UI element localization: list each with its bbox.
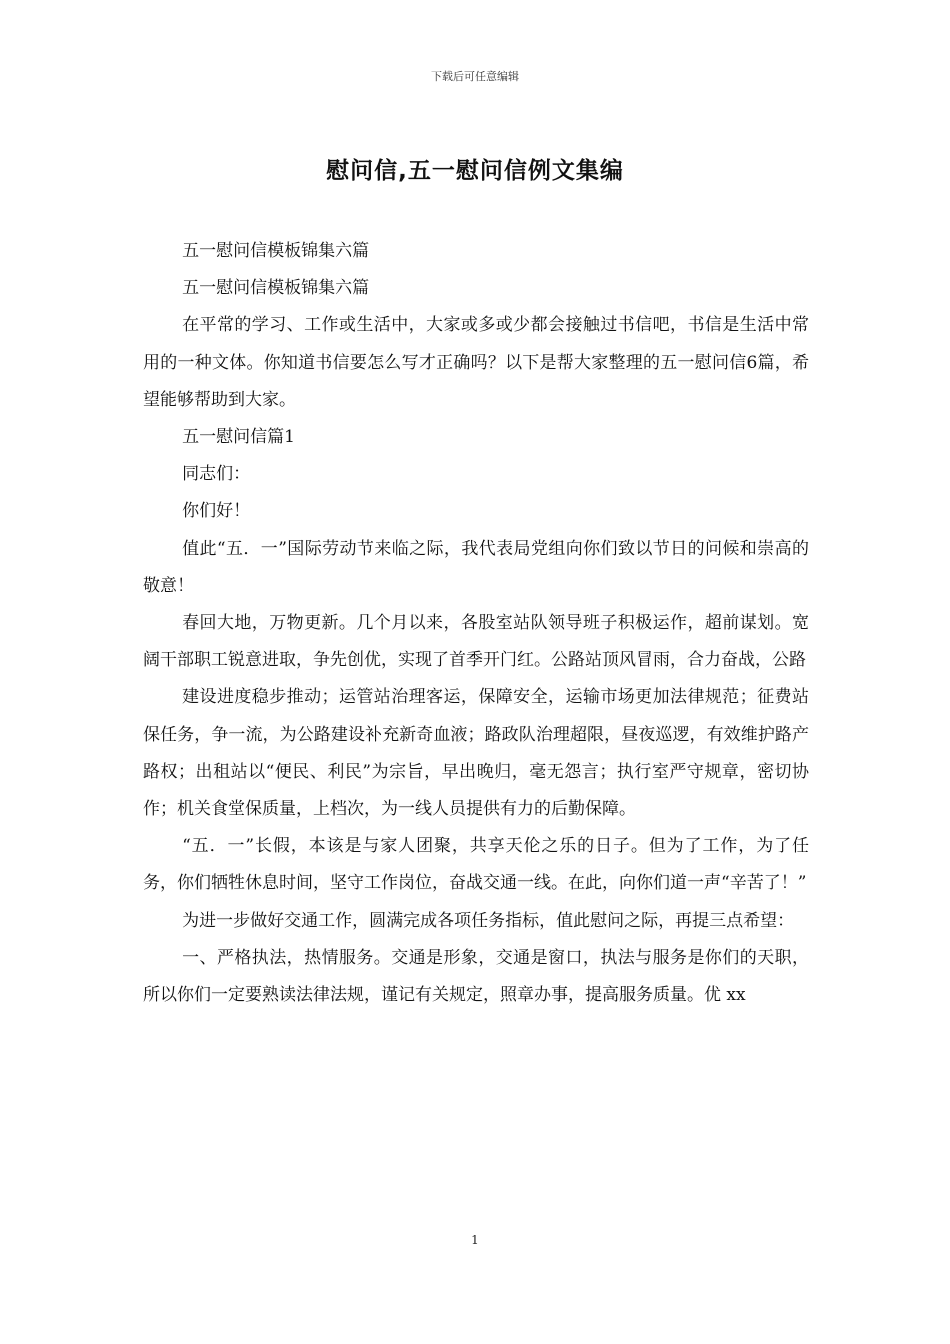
page-number: 1 [471,1233,479,1247]
paragraph: 值此“五．一”国际劳动节来临之际，我代表局党组向你们致以节日的问候和崇高的敬意！ [143,538,809,596]
paragraph: 同志们： [182,464,251,485]
paragraph: 为进一步做好交通工作，圆满完成各项任务指标，值此慰问之际，再提三点希望： [182,910,795,931]
paragraph: 建设进度稳步推动；运管站治理客运，保障安全，运输市场更加法律规范；征费站保任务，争一流，为公路建设补充新奇血液；路政队治理超限，昼夜巡逻，有效维护路产路权；出租站以“便民、利民”为宗旨，早出晚归，毫无怨言；执行室严守规章，密切协作；机关食堂保质量，上档次，为一线人员提供有力的后勤保障。 [143,687,809,820]
paragraph: “五．一”长假，本该是与家人团聚，共享天伦之乐的日子。但为了工作，为了任务，你们牺牲休息时间，坚守工作岗位，奋战交通一线。在此，向你们道一声“辛苦了！” [143,836,809,894]
paragraph: 春回大地，万物更新。几个月以来，各股室站队领导班子积极运作，超前谋划。宽阔干部职工锐意进取，争先创优，实现了首季开门红。公路站顶风冒雨，合力奋战，公路 [143,613,809,671]
paragraph: 五一慰问信模板锦集六篇 [182,241,370,261]
document-body [143,233,809,1014]
paragraph: 你们好！ [182,501,251,522]
paragraph: 五一慰问信篇1 [182,427,295,448]
paragraph: 五一慰问信模板锦集六篇 [182,278,370,299]
paragraph: 一、严格执法，热情服务。交通是形象，交通是窗口，执法与服务是你们的天职，所以你们一定要熟读法律法规，谨记有关规定，照章办事，提高服务质量。优 xx [143,947,809,1006]
page-header-note: 下载后可任意编辑 [431,70,519,83]
document-title: 慰问信,五一慰问信例文集编 [326,158,624,184]
paragraph: 在平常的学习、工作或生活中，大家或多或少都会接触过书信吧，书信是生活中常用的一种文体。你知道书信要怎么写才正确吗？以下是帮大家整理的五一慰问信6篇，希望能够帮助到大家。 [143,315,809,410]
